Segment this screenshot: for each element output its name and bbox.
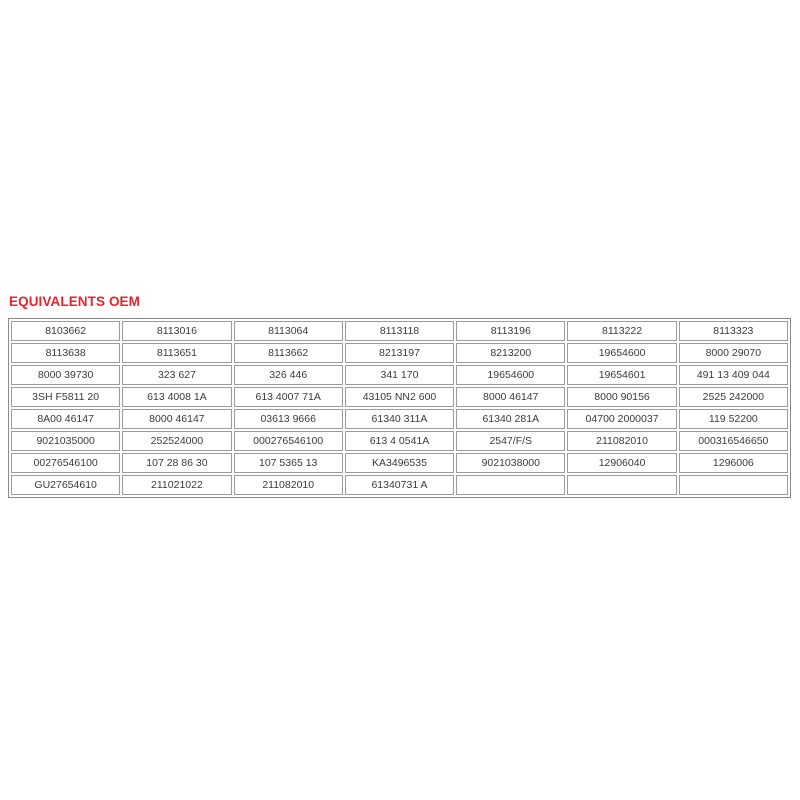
table-cell: 252524000	[122, 431, 231, 451]
table-row	[11, 453, 788, 473]
table-cell: 211082010	[567, 431, 676, 451]
table-cell: 613 4008 1A	[122, 387, 231, 407]
table-cell: 8113118	[345, 321, 454, 341]
table-row	[11, 321, 788, 341]
table-cell	[679, 475, 788, 495]
table-cell: 8113662	[234, 343, 343, 363]
table-cell: 61340 311A	[345, 409, 454, 429]
table-cell: 2547/F/S	[456, 431, 565, 451]
table-cell: GU27654610	[11, 475, 120, 495]
table-cell: 19654600	[456, 365, 565, 385]
table-cell: 107 5365 13	[234, 453, 343, 473]
table-cell: 613 4 0541A	[345, 431, 454, 451]
table-cell: 9021038000	[456, 453, 565, 473]
table-cell: 8213197	[345, 343, 454, 363]
table-row	[11, 387, 788, 407]
table-cell: 1296006	[679, 453, 788, 473]
table-cell: 19654600	[567, 343, 676, 363]
table-row	[11, 343, 788, 363]
table-cell: 12906040	[567, 453, 676, 473]
table-cell: 8000 46147	[456, 387, 565, 407]
table-cell: 8213200	[456, 343, 565, 363]
section-title: EQUIVALENTS OEM	[9, 294, 141, 309]
table-cell: 8113222	[567, 321, 676, 341]
table-cell: 211021022	[122, 475, 231, 495]
table-row	[11, 431, 788, 451]
table-body	[11, 321, 788, 495]
table-cell: 119 52200	[679, 409, 788, 429]
table-cell: 9021035000	[11, 431, 120, 451]
table-cell: 8113323	[679, 321, 788, 341]
table-row	[11, 365, 788, 385]
table-cell: 341 170	[345, 365, 454, 385]
table-cell: 43105 NN2 600	[345, 387, 454, 407]
table-cell: 00276546100	[11, 453, 120, 473]
table-cell: 03613 9666	[234, 409, 343, 429]
table-cell: 8103662	[11, 321, 120, 341]
oem-equivalents-table	[8, 318, 791, 498]
table-cell: 8113064	[234, 321, 343, 341]
table-cell: 19654601	[567, 365, 676, 385]
table-cell	[567, 475, 676, 495]
table-cell: KA3496535	[345, 453, 454, 473]
table-cell: 61340731 A	[345, 475, 454, 495]
table-cell: 8000 46147	[122, 409, 231, 429]
table-cell: 613 4007 71A	[234, 387, 343, 407]
table-cell: 8000 90156	[567, 387, 676, 407]
table-cell: 61340 281A	[456, 409, 565, 429]
table-cell: 8A00 46147	[11, 409, 120, 429]
table-cell: 000316546650	[679, 431, 788, 451]
table-cell: 326 446	[234, 365, 343, 385]
table-cell: 000276546100	[234, 431, 343, 451]
table-row	[11, 409, 788, 429]
table-cell: 8000 29070	[679, 343, 788, 363]
table-row	[11, 475, 788, 495]
table-cell	[456, 475, 565, 495]
table-cell: 8113638	[11, 343, 120, 363]
table-cell: 8113651	[122, 343, 231, 363]
table-cell: 8000 39730	[11, 365, 120, 385]
table-cell: 3SH F5811 20	[11, 387, 120, 407]
table-cell: 8113016	[122, 321, 231, 341]
table-cell: 2525 242000	[679, 387, 788, 407]
table-cell: 323 627	[122, 365, 231, 385]
table-cell: 04700 2000037	[567, 409, 676, 429]
table-cell: 211082010	[234, 475, 343, 495]
table-cell: 107 28 86 30	[122, 453, 231, 473]
table-cell: 8113196	[456, 321, 565, 341]
table-cell: 491 13 409 044	[679, 365, 788, 385]
